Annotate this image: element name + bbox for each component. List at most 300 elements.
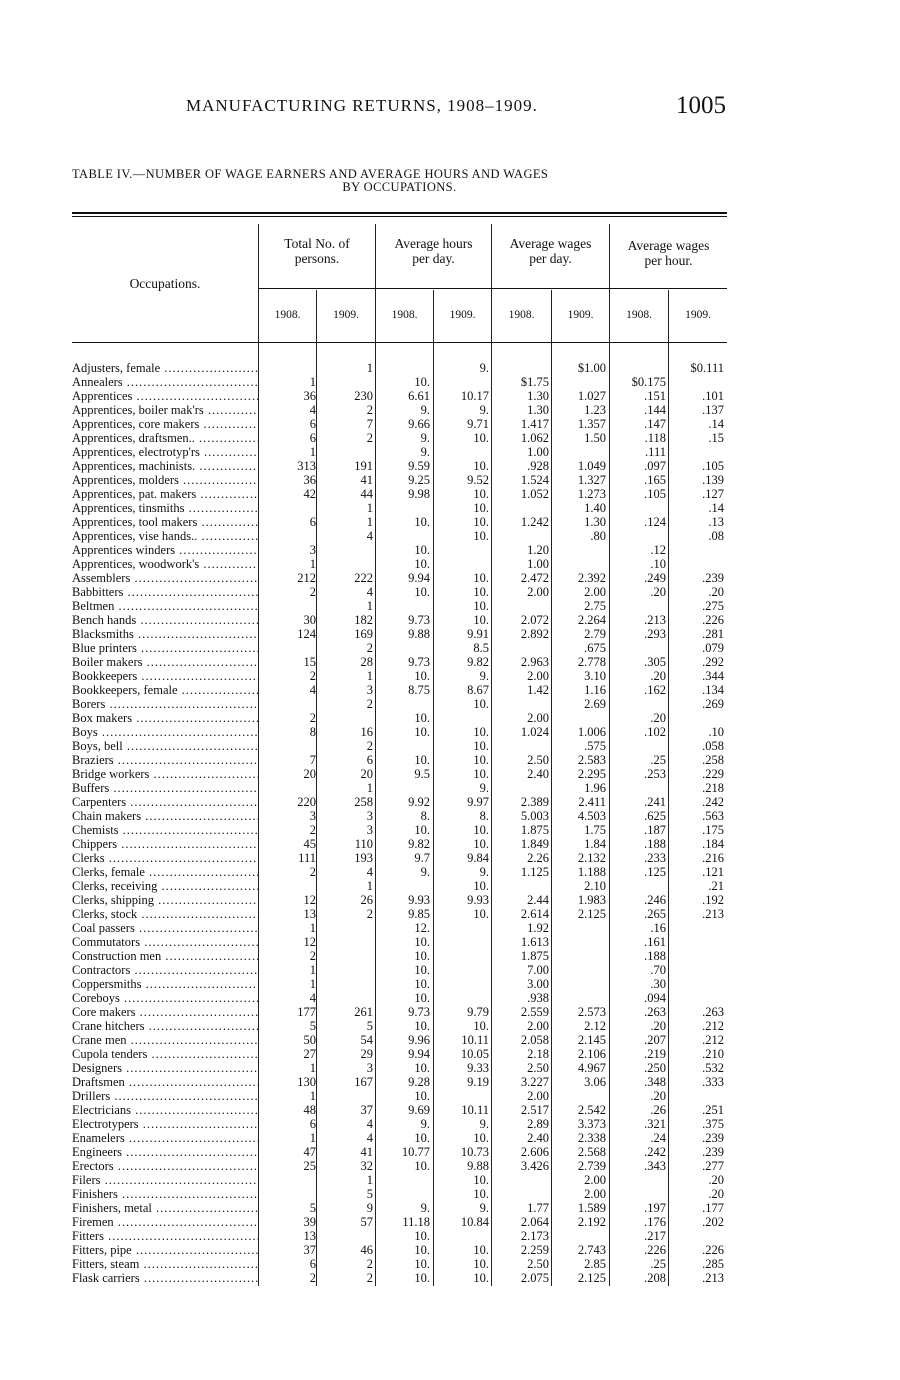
value-cell: 3 (309, 543, 316, 557)
value-cell: .20 (708, 1173, 724, 1187)
table-body (72, 361, 727, 1285)
value-cell: 1 (309, 1131, 316, 1145)
value-cell: 9.85 (408, 907, 430, 921)
table-row (72, 1243, 727, 1257)
group-header-line: Average hours (394, 236, 473, 251)
value-cell: .277 (702, 1159, 724, 1173)
value-cell: 2.00 (527, 1019, 549, 1033)
value-cell: 10. (414, 585, 430, 599)
value-cell: 5 (366, 1187, 373, 1201)
occupation-cell: Coreboys ..... (72, 991, 258, 1005)
value-cell: .176 (644, 1215, 666, 1229)
value-cell: 2.392 (577, 571, 606, 585)
table-row (72, 1075, 727, 1089)
value-cell: 10.17 (460, 389, 489, 403)
group-header-line: Average wages (627, 238, 710, 253)
table-row (72, 851, 727, 865)
value-cell: 10. (473, 585, 489, 599)
table-row (72, 1145, 727, 1159)
value-cell: .20 (650, 1019, 666, 1033)
value-cell: .263 (644, 1005, 666, 1019)
value-cell: .213 (702, 907, 724, 921)
occupation-cell: Coal passers ..... (72, 921, 258, 935)
table-row (72, 683, 727, 697)
value-cell: .20 (650, 669, 666, 683)
value-cell: .16 (650, 921, 666, 935)
value-cell: 1.006 (577, 725, 606, 739)
value-cell: 10. (473, 501, 489, 515)
value-cell: 9. (420, 431, 430, 445)
value-cell: 12. (414, 921, 430, 935)
group-header-line: per day. (412, 251, 455, 266)
value-cell: 1.75 (584, 823, 606, 837)
value-cell: 1 (366, 879, 373, 893)
value-cell: 193 (354, 851, 373, 865)
year-header: 1909. (333, 309, 359, 321)
value-cell: .242 (644, 1145, 666, 1159)
value-cell: 6 (309, 1257, 316, 1271)
occupation-cell: Core makers ..... (72, 1005, 258, 1019)
value-cell: 261 (354, 1005, 373, 1019)
year-header: 1909. (449, 309, 476, 321)
value-cell: .137 (702, 403, 724, 417)
value-cell: 9.82 (467, 655, 489, 669)
value-cell: 1.40 (584, 501, 606, 515)
value-cell: 2.40 (527, 1131, 549, 1145)
value-cell: 1 (366, 1173, 373, 1187)
value-cell: .253 (644, 767, 666, 781)
value-cell: .202 (702, 1215, 724, 1229)
value-cell: 2.50 (527, 753, 549, 767)
value-cell: 9.96 (408, 1033, 430, 1047)
occupation-cell: Finishers ..... (72, 1187, 258, 1201)
occupation-cell: Apprentices, core makers ..... (72, 417, 258, 431)
value-cell: 10.73 (460, 1145, 489, 1159)
value-cell: 3.10 (584, 669, 606, 683)
value-cell: 1.16 (584, 683, 606, 697)
table-row (72, 977, 727, 991)
value-cell: 2.10 (584, 879, 606, 893)
value-cell: 3 (309, 809, 316, 823)
value-cell: 124 (297, 627, 316, 641)
value-cell: .348 (644, 1075, 666, 1089)
table-row (72, 949, 727, 963)
value-cell: 5.003 (520, 809, 549, 823)
value-cell: 2.00 (584, 585, 606, 599)
value-cell: 1 (309, 977, 316, 991)
occupation-cell: Boys ..... (72, 725, 258, 739)
value-cell: 2 (309, 823, 316, 837)
value-cell: 8. (420, 809, 430, 823)
value-cell: .134 (702, 683, 724, 697)
value-cell: 13 (303, 1229, 316, 1243)
value-cell: 2.75 (584, 599, 606, 613)
value-cell: 47 (303, 1145, 316, 1159)
value-cell: 2 (309, 669, 316, 683)
value-cell: 1.024 (520, 725, 549, 739)
value-cell: 7 (309, 753, 316, 767)
value-cell: .263 (702, 1005, 724, 1019)
occupation-cell: Coppersmiths ..... (72, 977, 258, 991)
value-cell: 1 (366, 669, 373, 683)
table-row (72, 795, 727, 809)
value-cell: $0.175 (631, 375, 666, 389)
table-title-line-1: TABLE IV.—NUMBER OF WAGE EARNERS AND AVERAGE HOURS AND WAGES (72, 167, 549, 181)
value-cell: 6 (366, 753, 373, 767)
value-cell: 1.30 (584, 515, 606, 529)
value-cell: 2.517 (520, 1103, 549, 1117)
occupation-cell: Drillers ..... (72, 1089, 258, 1103)
value-cell: .079 (702, 641, 724, 655)
table-row (72, 879, 727, 893)
table-row (72, 865, 727, 879)
value-cell: 2.338 (577, 1131, 606, 1145)
value-cell: 1 (309, 557, 316, 571)
occupation-cell: Firemen ..... (72, 1215, 258, 1229)
value-cell: 41 (360, 473, 373, 487)
value-cell: 9. (420, 1201, 430, 1215)
table-row (72, 1103, 727, 1117)
value-cell: 9.7 (414, 851, 430, 865)
table-row (72, 445, 727, 459)
value-cell: 10.77 (401, 1145, 430, 1159)
occupation-cell: Apprentices, pat. makers ..... (72, 487, 258, 501)
value-cell: .127 (702, 487, 724, 501)
value-cell: 10. (473, 1019, 489, 1033)
value-cell: .251 (702, 1103, 724, 1117)
value-cell: 10. (473, 837, 489, 851)
occupation-cell: Box makers ..... (72, 711, 258, 725)
group-header-line: per day. (529, 251, 572, 266)
value-cell: 10. (414, 1229, 430, 1243)
table-row (72, 501, 727, 515)
table-row (72, 1187, 727, 1201)
value-cell: 9.59 (408, 459, 430, 473)
table-row (72, 473, 727, 487)
occupation-cell: Bookkeepers ..... (72, 669, 258, 683)
value-cell: 10.11 (461, 1033, 489, 1047)
value-cell: 1.125 (520, 865, 549, 879)
table-row (72, 1201, 727, 1215)
value-cell: 10.11 (461, 1103, 489, 1117)
value-cell: 2.075 (520, 1271, 549, 1285)
value-cell: 42 (303, 487, 316, 501)
value-cell: 1.613 (520, 935, 549, 949)
table-row (72, 1229, 727, 1243)
occupation-cell: Blacksmiths ..... (72, 627, 258, 641)
value-cell: 9.88 (467, 1159, 489, 1173)
value-cell: .239 (702, 1145, 724, 1159)
table-row (72, 991, 727, 1005)
value-cell: .275 (702, 599, 724, 613)
value-cell: 10. (414, 1089, 430, 1103)
value-cell: .147 (644, 417, 666, 431)
value-cell: 1 (309, 963, 316, 977)
value-cell: 1.875 (520, 823, 549, 837)
value-cell: 6.61 (408, 389, 430, 403)
value-cell: .239 (702, 1131, 724, 1145)
value-cell: .208 (644, 1271, 666, 1285)
value-cell: 2 (309, 865, 316, 879)
value-cell: .305 (644, 655, 666, 669)
value-cell: 9.25 (408, 473, 430, 487)
value-cell: 25 (303, 1159, 316, 1173)
table-row (72, 893, 727, 907)
value-cell: 7.00 (527, 963, 549, 977)
value-cell: 1 (366, 599, 373, 613)
value-cell: .14 (708, 417, 724, 431)
value-cell: 16 (360, 725, 373, 739)
table-row (72, 1061, 727, 1075)
value-cell: 2 (309, 711, 316, 725)
value-cell: .226 (702, 1243, 724, 1257)
occupation-cell: Carpenters ..... (72, 795, 258, 809)
occupation-cell: Bench hands ..... (72, 613, 258, 627)
value-cell: 2.173 (520, 1229, 549, 1243)
value-cell: 1.92 (527, 921, 549, 935)
occupation-cell: Cupola tenders ..... (72, 1047, 258, 1061)
year-header: 1909. (567, 309, 594, 321)
value-cell: 5 (366, 1019, 373, 1033)
value-cell: 54 (360, 1033, 373, 1047)
value-cell: .285 (702, 1257, 724, 1271)
value-cell: 2.40 (527, 767, 549, 781)
value-cell: 111 (298, 851, 316, 865)
value-cell: 1.327 (577, 473, 606, 487)
value-cell: 4.967 (577, 1061, 606, 1075)
value-cell: 5 (309, 1201, 316, 1215)
value-cell: .20 (650, 1089, 666, 1103)
value-cell: 9.94 (408, 571, 430, 585)
table-row (72, 837, 727, 851)
value-cell: 9. (479, 1117, 489, 1131)
value-cell: 10.84 (460, 1215, 489, 1229)
value-cell: 2.892 (520, 627, 549, 641)
value-cell: .121 (702, 865, 724, 879)
value-cell: 222 (354, 571, 373, 585)
table-row (72, 1173, 727, 1187)
value-cell: $1.00 (577, 361, 606, 375)
value-cell: 1.00 (527, 557, 549, 571)
value-cell: .175 (702, 823, 724, 837)
value-cell: .20 (708, 585, 724, 599)
page-header (0, 92, 900, 128)
value-cell: 177 (297, 1005, 316, 1019)
value-cell: 2.00 (584, 1187, 606, 1201)
group-header-line: persons. (294, 251, 340, 266)
occupation-cell: Engineers ..... (72, 1145, 258, 1159)
value-cell: 10. (414, 949, 430, 963)
occupation-cell: Flask carriers ..... (72, 1271, 258, 1285)
value-cell: 10. (414, 515, 430, 529)
value-cell: 1.188 (577, 865, 606, 879)
table-row (72, 781, 727, 795)
value-cell: .151 (644, 389, 666, 403)
value-cell: .197 (644, 1201, 666, 1215)
value-cell: 11.18 (402, 1215, 430, 1229)
value-cell: 1.20 (527, 543, 549, 557)
value-cell: 10. (414, 543, 430, 557)
occupation-cell: Erectors ..... (72, 1159, 258, 1173)
value-cell: .292 (702, 655, 724, 669)
value-cell: .218 (702, 781, 724, 795)
table-row (72, 1131, 727, 1145)
value-cell: .226 (702, 613, 724, 627)
value-cell: .26 (650, 1103, 666, 1117)
value-cell: .928 (527, 459, 549, 473)
value-cell: 2.411 (578, 795, 606, 809)
value-cell: 169 (354, 627, 373, 641)
value-cell: .102 (644, 725, 666, 739)
value-cell: 8.75 (408, 683, 430, 697)
value-cell: 258 (354, 795, 373, 809)
value-cell: 1 (309, 445, 316, 459)
value-cell: 9. (420, 865, 430, 879)
value-cell: 10. (414, 375, 430, 389)
occupation-cell: Apprentices ..... (72, 389, 258, 403)
running-title: MANUFACTURING RETURNS, 1908–1909. (186, 96, 538, 115)
value-cell: .20 (708, 1187, 724, 1201)
occupation-cell: Contractors ..... (72, 963, 258, 977)
table-row (72, 487, 727, 501)
value-cell: .269 (702, 697, 724, 711)
value-cell: 9.88 (408, 627, 430, 641)
value-cell: 2.18 (527, 1047, 549, 1061)
group-header-line: Average wages (509, 236, 592, 251)
value-cell: 230 (354, 389, 373, 403)
value-cell: 9.94 (408, 1047, 430, 1061)
occupation-cell: Boiler makers ..... (72, 655, 258, 669)
value-cell: 9. (420, 445, 430, 459)
value-cell: 9.82 (408, 837, 430, 851)
value-cell: 10. (414, 1131, 430, 1145)
occupation-cell: Crane men ..... (72, 1033, 258, 1047)
value-cell: 9.93 (408, 893, 430, 907)
value-cell: 1 (366, 501, 373, 515)
value-cell: .24 (650, 1131, 666, 1145)
value-cell: 10. (473, 1243, 489, 1257)
value-cell: .13 (708, 515, 724, 529)
table-row (72, 1215, 727, 1229)
table-top-rule (72, 212, 727, 214)
group-header-avg-wages-day (492, 236, 609, 266)
value-cell: .333 (702, 1075, 724, 1089)
year-header: 1909. (685, 309, 711, 321)
value-cell: .207 (644, 1033, 666, 1047)
value-cell: 12 (303, 935, 316, 949)
table-row (72, 599, 727, 613)
value-cell: 10. (414, 1257, 430, 1271)
value-cell: 2.295 (577, 767, 606, 781)
value-cell: .105 (702, 459, 724, 473)
value-cell: 8.67 (467, 683, 489, 697)
occupations-header: Occupations. (129, 276, 201, 291)
value-cell: 3 (366, 1061, 373, 1075)
value-cell: 2.778 (577, 655, 606, 669)
occupation-cell: Apprentices, draftsmen.. ..... (72, 431, 258, 445)
value-cell: .229 (702, 767, 724, 781)
value-cell: 9. (479, 669, 489, 683)
occupation-cell: Chemists ..... (72, 823, 258, 837)
value-cell: 9. (420, 1117, 430, 1131)
occupation-cell: Crane hitchers ..... (72, 1019, 258, 1033)
value-cell: .118 (644, 431, 666, 445)
value-cell: .210 (702, 1047, 724, 1061)
value-cell: 1.357 (577, 417, 606, 431)
value-cell: 13 (303, 907, 316, 921)
value-cell: 10. (414, 1243, 430, 1257)
value-cell: .30 (650, 977, 666, 991)
value-cell: .343 (644, 1159, 666, 1173)
table-row (72, 1117, 727, 1131)
value-cell: 313 (297, 459, 316, 473)
value-cell: 2 (309, 1271, 316, 1285)
occupation-cell: Fitters, steam ..... (72, 1257, 258, 1271)
value-cell: 2.00 (527, 585, 549, 599)
value-cell: 2.614 (520, 907, 549, 921)
table-row (72, 459, 727, 473)
value-cell: .20 (650, 711, 666, 725)
value-cell: 12 (303, 893, 316, 907)
value-cell: 220 (297, 795, 316, 809)
value-cell: 1.84 (584, 837, 606, 851)
occupation-cell: Commutators ..... (72, 935, 258, 949)
value-cell: .12 (650, 543, 666, 557)
value-cell: 10. (473, 1271, 489, 1285)
value-cell: 9.79 (467, 1005, 489, 1019)
value-cell: 2.132 (577, 851, 606, 865)
value-cell: 3 (366, 683, 373, 697)
value-cell: 10. (414, 1061, 430, 1075)
value-cell: 1.524 (520, 473, 549, 487)
occupation-cell: Apprentices, tool makers ..... (72, 515, 258, 529)
value-cell: 4 (309, 683, 316, 697)
value-cell: 2.125 (577, 907, 606, 921)
table-row (72, 935, 727, 949)
value-cell: 10. (473, 515, 489, 529)
table-row (72, 529, 727, 543)
header-bottom-rule (72, 342, 727, 343)
value-cell: 2.064 (520, 1215, 549, 1229)
value-cell: .219 (644, 1047, 666, 1061)
value-cell: .532 (702, 1061, 724, 1075)
table-row (72, 585, 727, 599)
value-cell: 212 (297, 571, 316, 585)
value-cell: 130 (297, 1075, 316, 1089)
value-cell: 2.568 (577, 1145, 606, 1159)
page-number: 1005 (676, 92, 726, 119)
value-cell: 10. (414, 1271, 430, 1285)
value-cell: 10. (414, 991, 430, 1005)
occupation-cell: Clerks ..... (72, 851, 258, 865)
value-cell: .139 (702, 473, 724, 487)
group-header-rule (258, 288, 727, 289)
occupation-cell: Apprentices, woodwork's ..... (72, 557, 258, 571)
value-cell: 10. (414, 1159, 430, 1173)
value-cell: .094 (644, 991, 666, 1005)
group-header-avg-wages-hour (610, 238, 727, 268)
occupation-cell: Construction men ..... (72, 949, 258, 963)
value-cell: 10. (473, 697, 489, 711)
value-cell: 2 (366, 739, 373, 753)
group-header-total-persons (259, 236, 375, 266)
value-cell: 10. (473, 1187, 489, 1201)
value-cell: 9.97 (467, 795, 489, 809)
value-cell: 2.559 (520, 1005, 549, 1019)
value-cell: 10. (473, 823, 489, 837)
value-cell: 2.606 (520, 1145, 549, 1159)
value-cell: 10. (414, 977, 430, 991)
